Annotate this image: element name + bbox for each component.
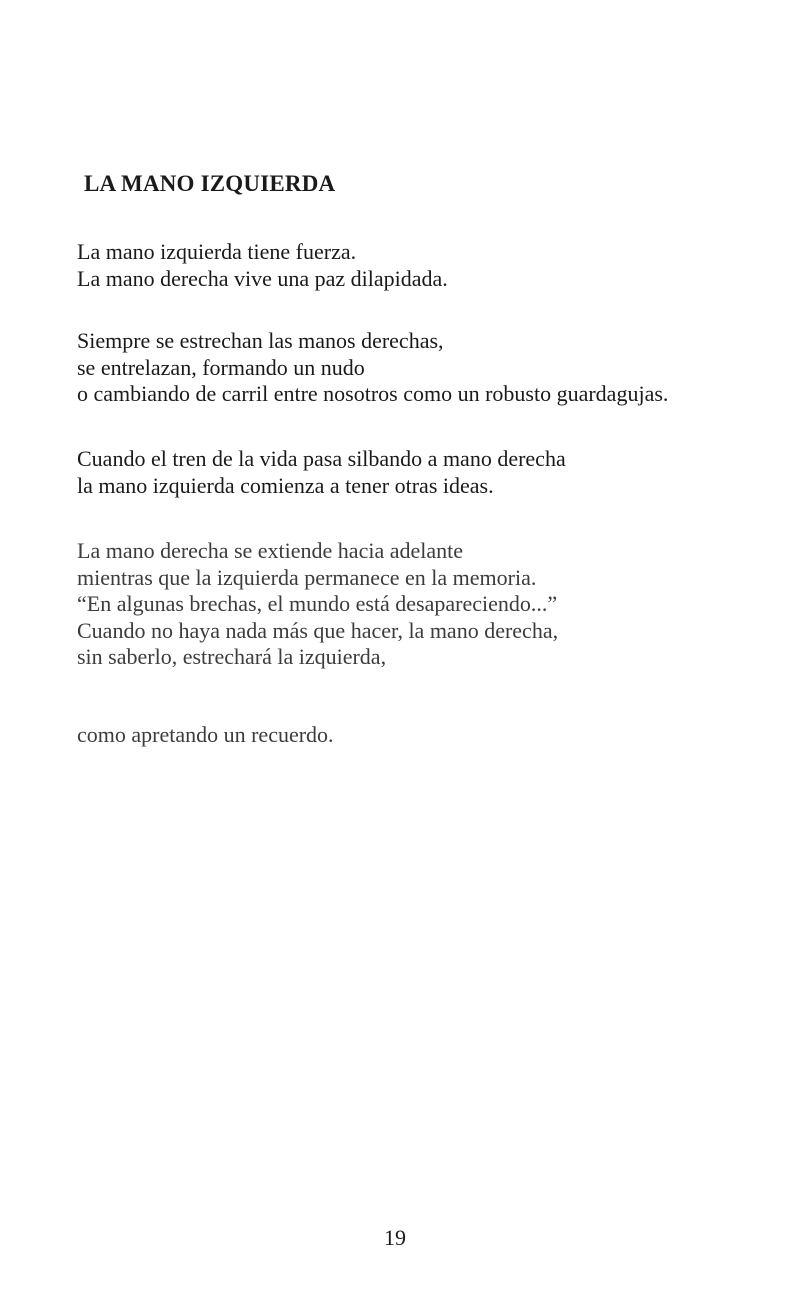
page-number: 19 <box>384 1225 406 1250</box>
stanza-3 <box>77 446 566 499</box>
poem-line: La mano derecha vive una paz dilapidada. <box>77 265 448 291</box>
poem-line: La mano izquierda tiene fuerza. <box>77 239 357 264</box>
stanza-1 <box>77 239 448 292</box>
poem-line: se entrelazan, formando un nudo <box>77 354 365 380</box>
poem-line: La mano derecha se extiende hacia adelante <box>77 538 463 563</box>
poem-line: la mano izquierda comienza a tener otras ideas. <box>77 472 494 498</box>
poem-line: como apretando un recuerdo. <box>77 722 334 747</box>
poem-title: LA MANO IZQUIERDA <box>84 171 336 196</box>
poem-line: Siempre se estrechan las manos derechas, <box>77 328 444 353</box>
stanza-2 <box>77 328 668 408</box>
poem-line: Cuando el tren de la vida pasa silbando a mano derecha <box>77 446 566 471</box>
poem-line: Cuando no haya nada más que hacer, la mano derecha, <box>77 617 559 643</box>
poem-line: o cambiando de carril entre nosotros como un robusto guardagujas. <box>77 381 669 406</box>
poem-line: “En algunas brechas, el mundo está desapareciendo...” <box>77 591 558 616</box>
stanza-5 <box>77 722 334 749</box>
poem-line: sin saberlo, estrechará la izquierda, <box>77 644 387 669</box>
stanza-4 <box>77 538 558 671</box>
poem-line: mientras que la izquierda permanece en la memoria. <box>77 564 537 590</box>
